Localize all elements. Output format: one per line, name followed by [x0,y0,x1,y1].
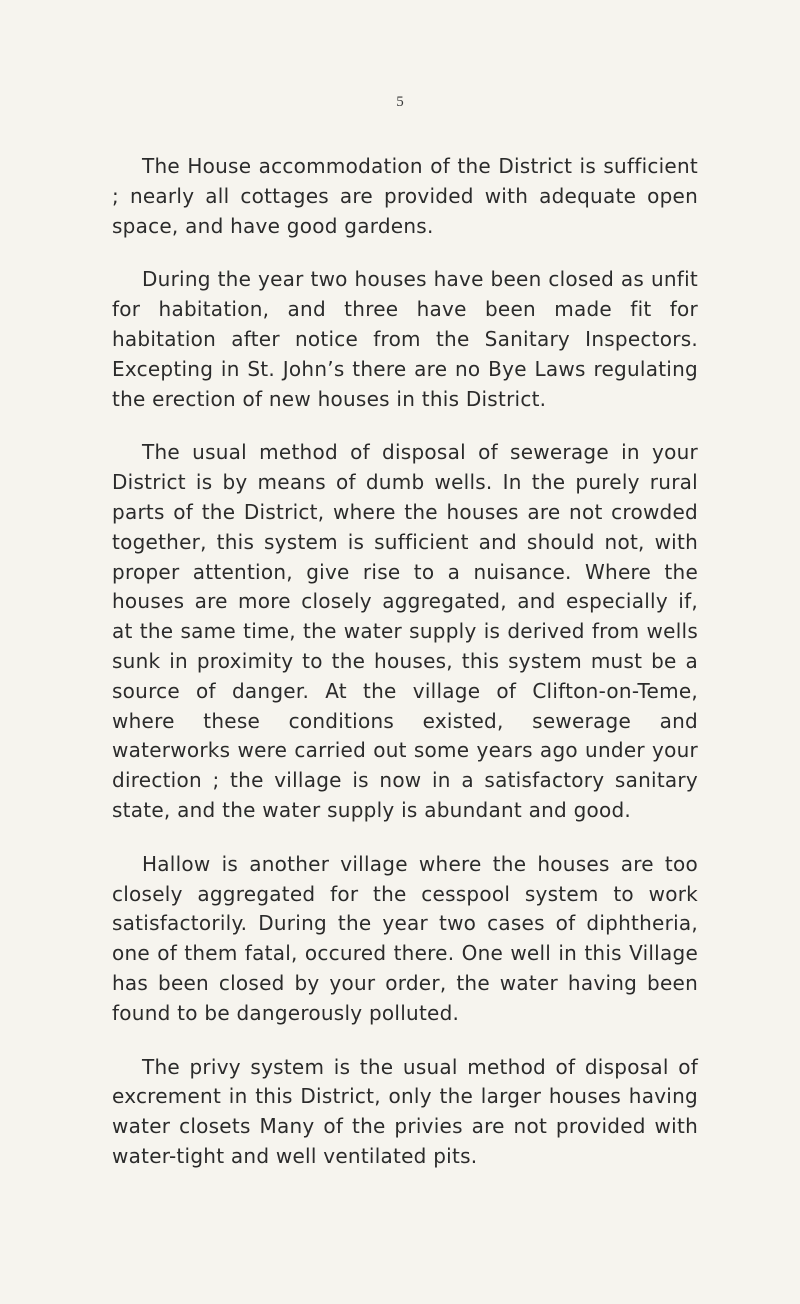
paragraph-houses-closed: During the year two houses have been closed as unfit for habitation, and three have been made fit for habitation after notice from the Sanitary Inspectors. Excepting in St. John’s there are no Bye Laws regulating the erection of new houses in this District. [112,267,698,411]
paragraph-house-accommodation: The House accommodation of the District is sufficient ; nearly all cottages are provided with adequate open space, and have good gardens. [112,154,698,238]
page-number: 5 [396,94,404,110]
paragraph-sewerage-disposal: The usual method of disposal of sewerage in your District is by means of dumb wells. In the purely rural parts of the District, where the houses are not crowded together, this system is sufficient and should not, with proper attention, give rise to a nuisance. Where the houses are more closely aggregated, and especially if, at the same time, the water supply is derived from wells sunk in proximity to the houses, this system must be a source of danger. At the village of Clifton-on-Teme, where these conditions existed, sewerage and waterworks were carried out some years ago under your direction ; the village is now in a satisfactory sanitary state, and the water supply is abundant and good. [112,440,698,822]
body-text [112,152,698,1172]
paragraph-hallow-village: Hallow is another village where the houses are too closely aggregated for the cesspool system to work satisfactorily. During the year two cases of diphtheria, one of them fatal, occured there. One well in this Village has been closed by your order, the water having been found to be dangerously polluted. [112,851,698,1025]
paragraph-privy-system: The privy system is the usual method of disposal of excrement in this District, only the larger houses having water closets Many of the privies are not provided with water-tight and well ventilated pits. [112,1054,698,1168]
